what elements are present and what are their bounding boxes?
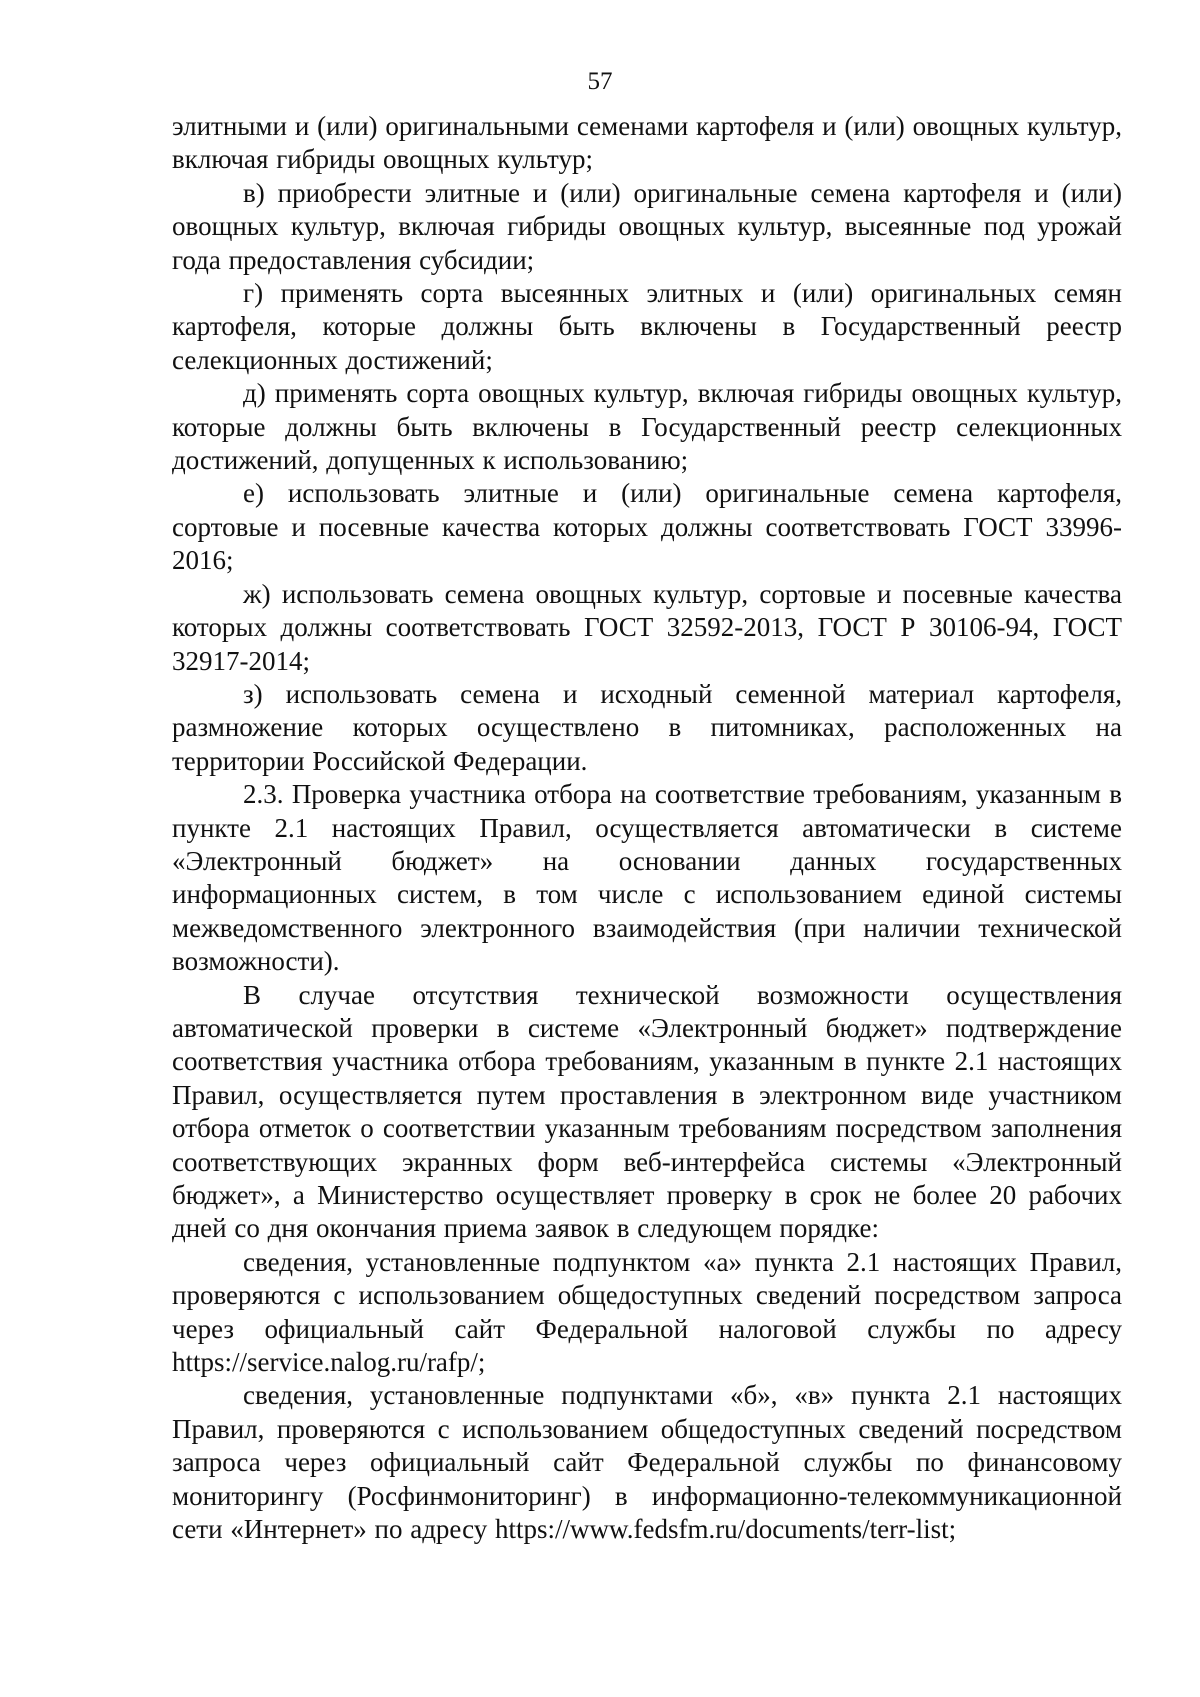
paragraph-check-a: сведения, установленные подпунктом «а» пункта 2.1 настоящих Правил, проверяются с использованием общедоступных сведений посредством запроса через официальный сайт Федеральной налоговой службы по адресу https://service.nalog.ru/rafp/; — [172, 1246, 1122, 1378]
page-number: 57 — [587, 68, 613, 95]
paragraph-item-e: е) использовать элитные и (или) оригинальные семена картофеля, сортовые и посевные качества которых должны соответствовать ГОСТ 33996-2016; — [172, 478, 1122, 576]
paragraph-item-d: д) применять сорта овощных культур, включая гибриды овощных культур, которые должны быть включены в Государственный реестр селекционных достижений, допущенных к использованию; — [172, 378, 1122, 476]
paragraph-item-g: г) применять сорта высеянных элитных и (или) оригинальных семян картофеля, которые должны быть включены в Государственный реестр селекционных достижений; — [172, 278, 1122, 375]
paragraph-item-z: з) использовать семена и исходный семенной материал картофеля, размножение которых осуществлено в питомниках, расположенных на территории Российской Федерации. — [172, 678, 1122, 776]
paragraph-item-v: в) приобрести элитные и (или) оригинальные семена картофеля и (или) овощных культур, включая гибриды овощных культур, высеянные под урожай года предоставления субсидии; — [172, 177, 1122, 275]
paragraph-item-zh: ж) использовать семена овощных культур, сортовые и посевные качества которых должны соответствовать ГОСТ 32592-2013, ГОСТ Р 30106-94, ГОСТ 32917-2014; — [172, 578, 1122, 676]
paragraph-continuation: элитными и (или) оригинальными семенами картофеля и (или) овощных культур, включая гибриды овощных культур; — [172, 111, 1122, 175]
document-body — [172, 110, 1122, 1546]
paragraph-manual-check: В случае отсутствия технической возможности осуществления автоматической проверки в системе «Электронный бюджет» подтверждение соответствия участника отбора требованиям, указанным в пункте 2.1 настоящих Правил, осуществляется путем проставления в электронном виде участником отбора отметок о соответствии указанным требованиям посредством заполнения соответствующих экранных форм веб-интерфейса системы «Электронный бюджет», а Министерство осуществляет проверку в срок не более 20 рабочих дней со дня окончания приема заявок в следующем порядке: — [172, 979, 1122, 1244]
paragraph-check-b-v: сведения, установленные подпунктами «б», «в» пункта 2.1 настоящих Правил, проверяются с использованием общедоступных сведений посредством запроса через официальный сайт Федеральной службы по финансовому мониторингу (Росфинмониторинг) в информационно-телекоммуникационной сети «Интернет» по адресу https://www.fedsfm.ru/documents/terr-list; — [172, 1380, 1122, 1545]
paragraph-section-2-3: 2.3. Проверка участника отбора на соответствие требованиям, указанным в пункте 2.1 настоящих Правил, осуществляется автоматически в системе «Электронный бюджет» на основании данных государственных информационных систем, в том числе с использованием единой системы межведомственного электронного взаимодействия (при наличии технической возможности). — [172, 779, 1122, 977]
